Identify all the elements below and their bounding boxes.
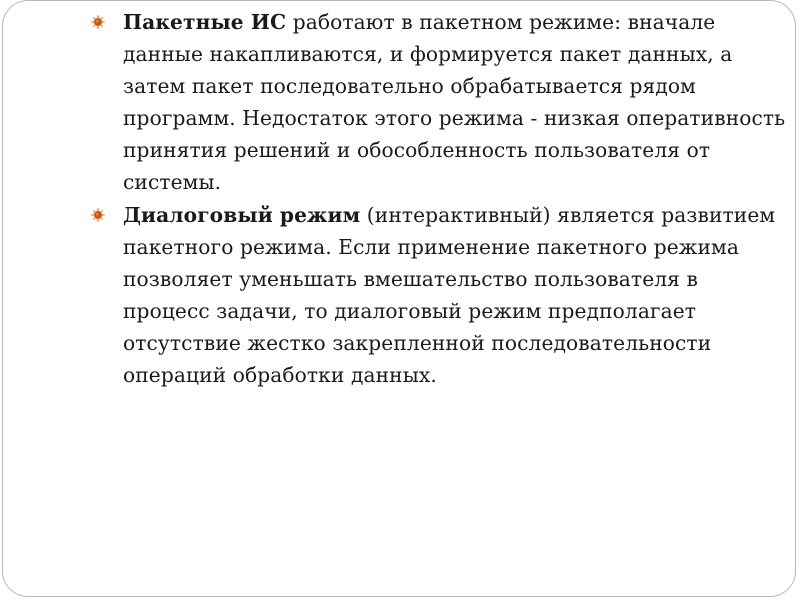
- bullet-term: Пакетные ИС: [123, 10, 287, 34]
- bullet-item-batch-is: [91, 6, 791, 198]
- sun-bullet-icon: [91, 15, 105, 29]
- bullet-list: [91, 6, 791, 391]
- bullet-text: работают в пакетном режиме: вначале данные накапливаются, и формируется пакет данных, а затем пакет последовательно обрабатывается рядом программ. Недостаток этого режима - низкая оперативность принятия решений и обособленность пользователя от системы.: [123, 10, 786, 194]
- bullet-item-dialog-mode: [91, 199, 791, 391]
- sun-bullet-icon: [91, 208, 105, 222]
- slide-frame: [2, 0, 796, 597]
- bullet-text: (интерактивный) является развитием пакетного режима. Если применение пакетного режима позволяет уменьшать вмешательство пользователя в процесс задачи, то диалоговый режим предполагает отсутствие жестко закрепленной последовательности операций обработки данных.: [123, 203, 776, 387]
- bullet-term: Диалоговый режим: [123, 203, 361, 227]
